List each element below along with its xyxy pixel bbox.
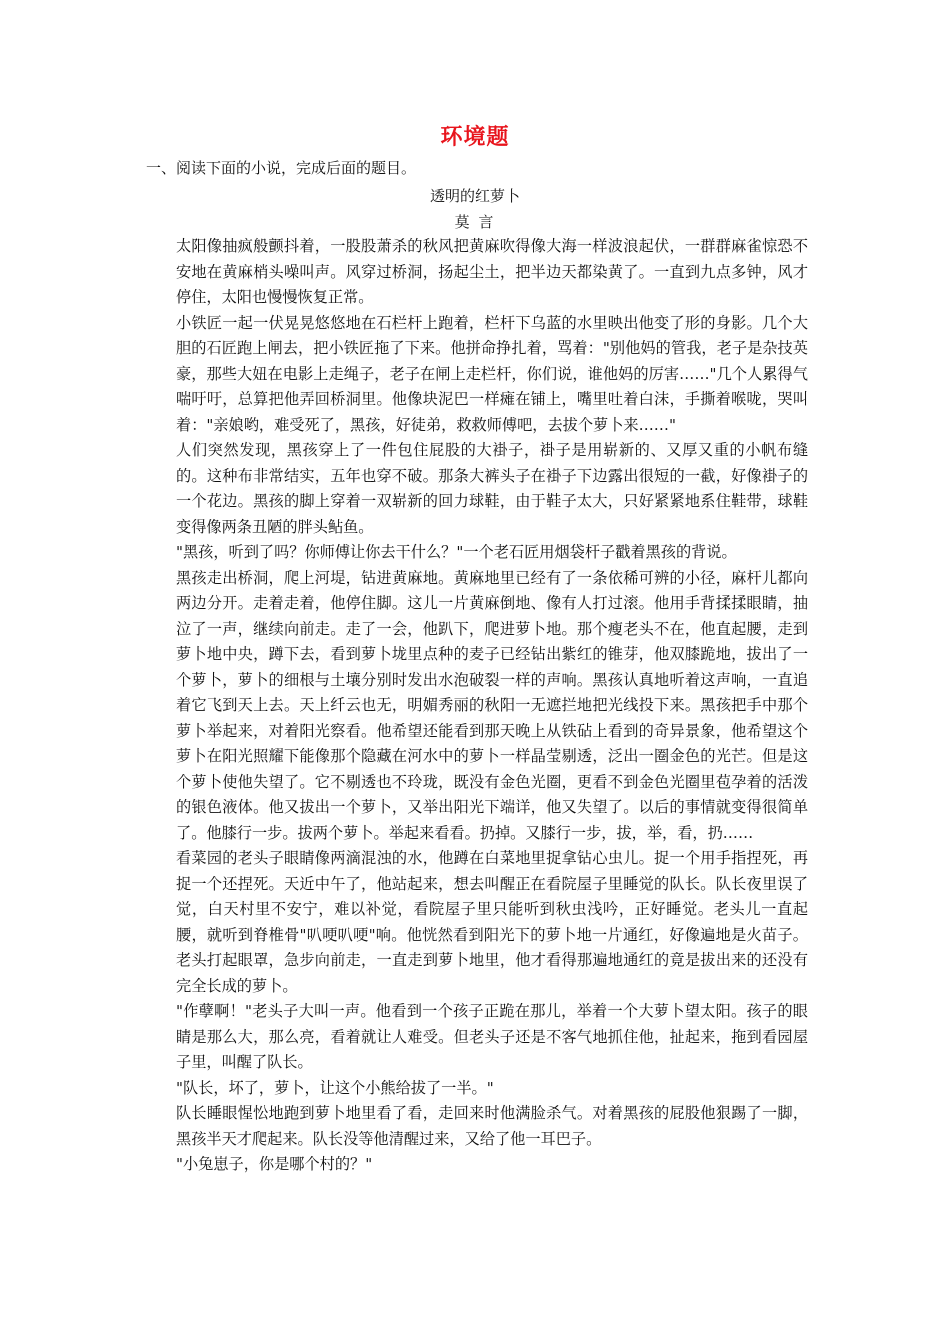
paragraph: "队长，坏了，萝卜，让这个小熊给拔了一半。"	[176, 1078, 494, 1097]
page-title: 环境题	[440, 125, 510, 150]
paragraph: 看菜园的老头子眼睛像两滴混浊的水，他蹲在白菜地里捉拿钻心虫儿。捉一个用手指捏死，再捉一个还捏死。天近中午了，他站起来，想去叫醒正在看院屋子里睡觉的队长。队长夜里误了觉，白天村里不安宁，难以补觉，看院屋子里只能听到秋虫浅吟，正好睡觉。老头儿一直起腰，就听到脊椎骨"叭哽叭哽"响。他恍然看到阳光下的萝卜地一片通红，好像遍地是火苗子。老头打起眼罩，急步向前走，一直走到萝卜地里，他才看得那遍地通红的竟是拔出来的还没有完全长成的萝卜。	[176, 849, 808, 995]
paragraph: "小兔崽子，你是哪个村的？"	[176, 1155, 373, 1173]
story-body	[176, 234, 808, 1178]
paragraph: "黑孩，听到了吗？你师傅让你去干什么？"一个老石匠用烟袋杆子戳着黑孩的背说。	[176, 543, 737, 561]
paragraph: "作孽啊！"老头子大叫一声。他看到一个孩子正跪在那儿，举着一个大萝卜望太阳。孩子的眼睛是那么大，那么亮，看着就让人难受。但老头子还是不客气地抓住他，扯起来，拖到看园屋子里，叫醒了队长。	[176, 1002, 808, 1071]
paragraph: 小铁匠一起一伏晃晃悠悠地在石栏杆上跑着，栏杆下乌蓝的水里映出他变了形的身影。几个大胆的石匠跑上闸去，把小铁匠拖了下来。他拼命挣扎着，骂着："别他妈的管我，老子是杂技英豪，那些大妞在电影上走绳子，老子在闸上走栏杆，你们说，谁他妈的厉害……"几个人累得气喘吁吁，总算把他弄回桥洞里。他像块泥巴一样瘫在铺上，嘴里吐着白沫，手撕着喉咙，哭叫着："亲娘哟，难受死了，黑孩，好徒弟，救救师傅吧，去拔个萝卜来……"	[176, 313, 808, 434]
paragraph: 队长睡眼惺忪地跑到萝卜地里看了看，走回来时他满脸杀气。对着黑孩的屁股他狠踢了一脚，黑孩半天才爬起来。队长没等他清醒过来，又给了他一耳巴子。	[176, 1104, 808, 1148]
paragraph: 黑孩走出桥洞，爬上河堤，钻进黄麻地。黄麻地里已经有了一条依稀可辨的小径，麻杆儿都向两边分开。走着走着，他停住脚。这儿一片黄麻倒地、像有人打过滚。他用手背揉揉眼睛，抽泣了一声，继续向前走。走了一会，他趴下，爬进萝卜地。那个瘦老头不在，他直起腰，走到萝卜地中央，蹲下去，看到萝卜垅里点种的麦子已经钻出紫红的锥芽，他双膝跪地，拔出了一个萝卜，萝卜的细根与土壤分别时发出水泡破裂一样的声响。黑孩认真地听着这声响，一直追着它飞到天上去。天上纤云也无，明媚秀丽的秋阳一无遮拦地把光线投下来。黑孩把手中那个萝卜举起来，对着阳光察看。他希望还能看到那天晚上从铁砧上看到的奇异景象，他希望这个萝卜在阳光照耀下能像那个隐藏在河水中的萝卜一样晶莹剔透，泛出一圈金色的光芒。但是这个萝卜使他失望了。它不剔透也不玲珑，既没有金色光圈，更看不到金色光圈里苞孕着的活泼的银色液体。他又拔出一个萝卜，又举出阳光下端详，他又失望了。以后的事情就变得很简单了。他膝行一步。拔两个萝卜。举起来看看。扔掉。又膝行一步，拔，举，看，扔……	[176, 568, 808, 842]
story-title: 透明的红萝卜	[429, 187, 520, 205]
question-instruction: 一、阅读下面的小说，完成后面的题目。	[146, 159, 417, 177]
story-author: 莫 言	[454, 213, 496, 231]
paragraph: 太阳像抽疯般颤抖着，一股股萧杀的秋风把黄麻吹得像大海一样波浪起伏，一群群麻雀惊恐不安地在黄麻梢头噪叫声。风穿过桥洞，扬起尘土，把半边天都染黄了。一直到九点多钟，风才停住，太阳也慢慢恢复正常。	[176, 237, 808, 306]
paragraph: 人们突然发现，黑孩穿上了一件包住屁股的大褂子，褂子是用崭新的、又厚又重的小帆布缝的。这种布非常结实，五年也穿不破。那条大裤头子在褂子下边露出很短的一截，好像褂子的一个花边。黑孩的脚上穿着一双崭新的回力球鞋，由于鞋子太大，只好紧紧地系住鞋带，球鞋变得像两条丑陋的胖头鲇鱼。	[176, 441, 808, 536]
